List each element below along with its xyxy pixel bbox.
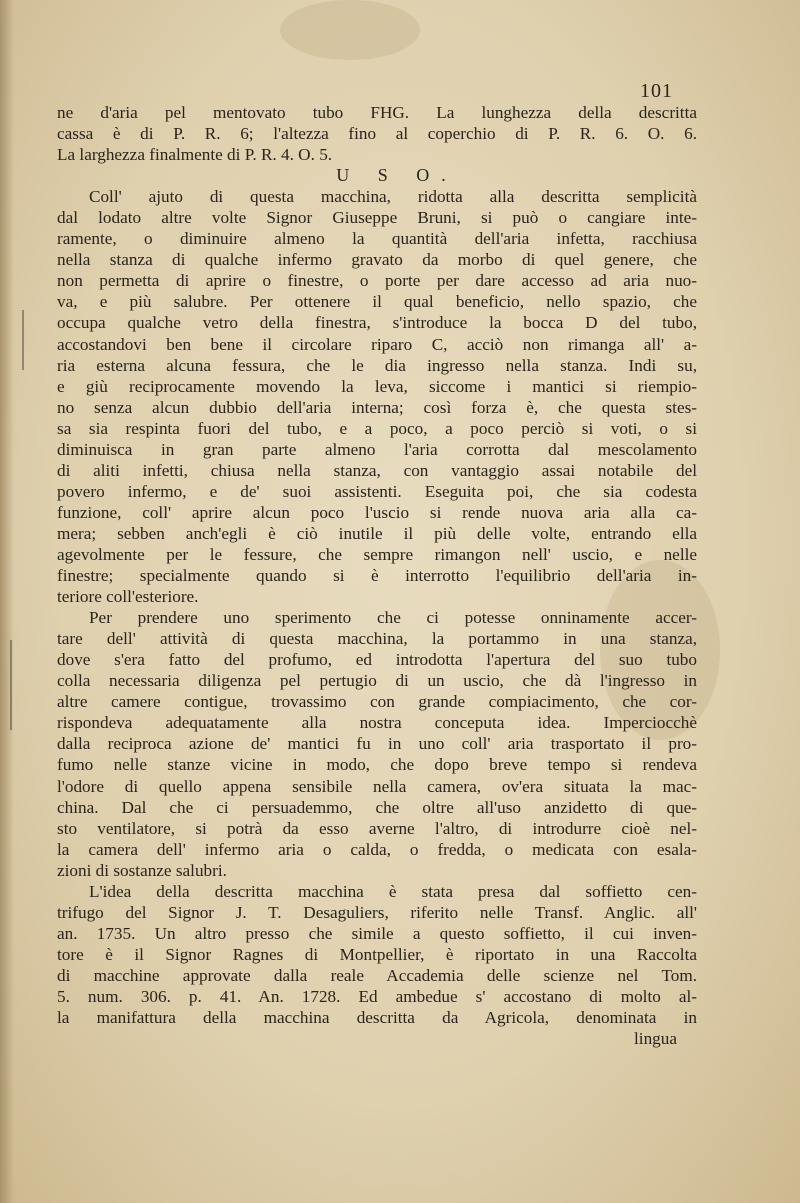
text-line: di macchine approvate dalla reale Accademia delle scienze nel Tom. bbox=[57, 965, 697, 985]
margin-mark bbox=[22, 310, 24, 370]
section-heading: U S O. bbox=[336, 165, 458, 186]
text-line: L'idea della descritta macchina è stata presa dal soffietto cen- bbox=[89, 881, 697, 901]
text-line: e giù reciprocamente movendo la leva, siccome i mantici si riempio- bbox=[57, 376, 697, 396]
text-line: funzione, coll' aprire alcun poco l'uscio si rende nuova aria alla ca- bbox=[57, 502, 697, 522]
text-line: tore è il Signor Ragnes di Montpellier, è riportato in una Raccolta bbox=[57, 944, 697, 964]
text-line: non permetta di aprire o finestre, o porte per dare accesso ad aria nuo- bbox=[57, 271, 697, 291]
text-line: di aliti infetti, chiusa nella stanza, con vantaggio assai notabile del bbox=[57, 460, 697, 480]
text-line: rispondeva adequatamente alla nostra conceputa idea. Imperciocchè bbox=[57, 713, 697, 733]
text-line: la camera dell' infermo aria o calda, o fredda, o medicata con esala- bbox=[57, 839, 697, 859]
page-gutter-shadow bbox=[0, 0, 14, 1203]
text-line: china. Dal che ci persuademmo, che oltre all'uso anzidetto di que- bbox=[57, 797, 697, 817]
text-line: an. 1735. Un altro presso che simile a questo soffietto, il cui inven- bbox=[57, 923, 697, 943]
text-line: sto ventilatore, si potrà da esso averne l'altro, di introdurre cioè nel- bbox=[57, 818, 697, 838]
text-line: sa sia respinta fuori del tubo, e a poco, a poco perciò si voti, o si bbox=[57, 418, 697, 438]
text-line: cassa è di P. R. 6; l'altezza fino al coperchio di P. R. 6. O. 6. bbox=[57, 124, 697, 144]
catchword: lingua bbox=[634, 1029, 677, 1049]
text-line: mera; sebben anch'egli è ciò inutile il più delle volte, entrando ella bbox=[57, 523, 697, 543]
text-line: dalla reciproca azione de' mantici fu in uno coll' aria trasportato il pro- bbox=[57, 734, 697, 754]
text-line: zioni di sostanze salubri. bbox=[57, 860, 227, 880]
body-text bbox=[57, 102, 697, 1049]
text-line: altre camere contigue, trovassimo con grande compiacimento, che cor- bbox=[57, 692, 697, 712]
text-line: va, e più salubre. Per ottenere il qual beneficio, nello spazio, che bbox=[57, 292, 697, 312]
text-line: Coll' ajuto di questa macchina, ridotta alla descritta semplicità bbox=[89, 187, 697, 207]
text-line: agevolmente per le fessure, che sempre rimangon nell' uscio, e nelle bbox=[57, 544, 697, 564]
text-line: no senza alcun dubbio dell'aria interna; così forza è, che questa stes- bbox=[57, 397, 697, 417]
text-line: ramente, o diminuire almeno la quantità dell'aria infetta, racchiusa bbox=[57, 229, 697, 249]
text-line: teriore coll'esteriore. bbox=[57, 587, 199, 607]
text-line: povero infermo, e de' suoi assistenti. Eseguita poi, che sia codesta bbox=[57, 481, 697, 501]
text-line: finestre; specialmente quando si è interrotto l'equilibrio dell'aria in- bbox=[57, 566, 697, 586]
text-line: diminuisca in gran parte almeno l'aria corrotta dal mescolamento bbox=[57, 439, 697, 459]
text-line: ria esterna alcuna fessura, che le dia ingresso nella stanza. Indi su, bbox=[57, 355, 697, 375]
text-line: accostandovi ben bene il circolare riparo C, acciò non rimanga all' a- bbox=[57, 334, 697, 354]
text-line: dove s'era fatto del profumo, ed introdotta l'apertura del suo tubo bbox=[57, 650, 697, 670]
text-line: tare dell' attività di questa macchina, la portammo in una stanza, bbox=[57, 629, 697, 649]
margin-mark bbox=[10, 640, 12, 730]
text-line: la manifattura della macchina descritta da Agricola, denominata in bbox=[57, 1008, 697, 1028]
text-line: dal lodato altre volte Signor Giuseppe Bruni, si può o cangiare inte- bbox=[57, 208, 697, 228]
page-number: 101 bbox=[640, 80, 673, 102]
text-line: occupa qualche vetro della finestra, s'introduce la bocca D del tubo, bbox=[57, 313, 697, 333]
text-line: Per prendere uno sperimento che ci potesse onninamente accer- bbox=[89, 608, 697, 628]
text-line: fumo nelle stanze vicine in modo, che dopo breve tempo si rendeva bbox=[57, 755, 697, 775]
text-line: colla necessaria diligenza pel pertugio di un uscio, che dà l'ingresso in bbox=[57, 671, 697, 691]
text-line: trifugo del Signor J. T. Desaguliers, riferito nelle Transf. Anglic. all' bbox=[57, 902, 697, 922]
text-line: 5. num. 306. p. 41. An. 1728. Ed ambedue s' accostano di molto al- bbox=[57, 986, 697, 1006]
text-line: l'odore di quello appena sensibile nella camera, ov'era situata la mac- bbox=[57, 776, 697, 796]
text-line: nella stanza di qualche infermo gravato da morbo di quel genere, che bbox=[57, 250, 697, 270]
text-line: ne d'aria pel mentovato tubo FHG. La lunghezza della descritta bbox=[57, 103, 697, 122]
paper-stain bbox=[280, 0, 420, 60]
text-line: La larghezza finalmente di P. R. 4. O. 5. bbox=[57, 145, 333, 165]
